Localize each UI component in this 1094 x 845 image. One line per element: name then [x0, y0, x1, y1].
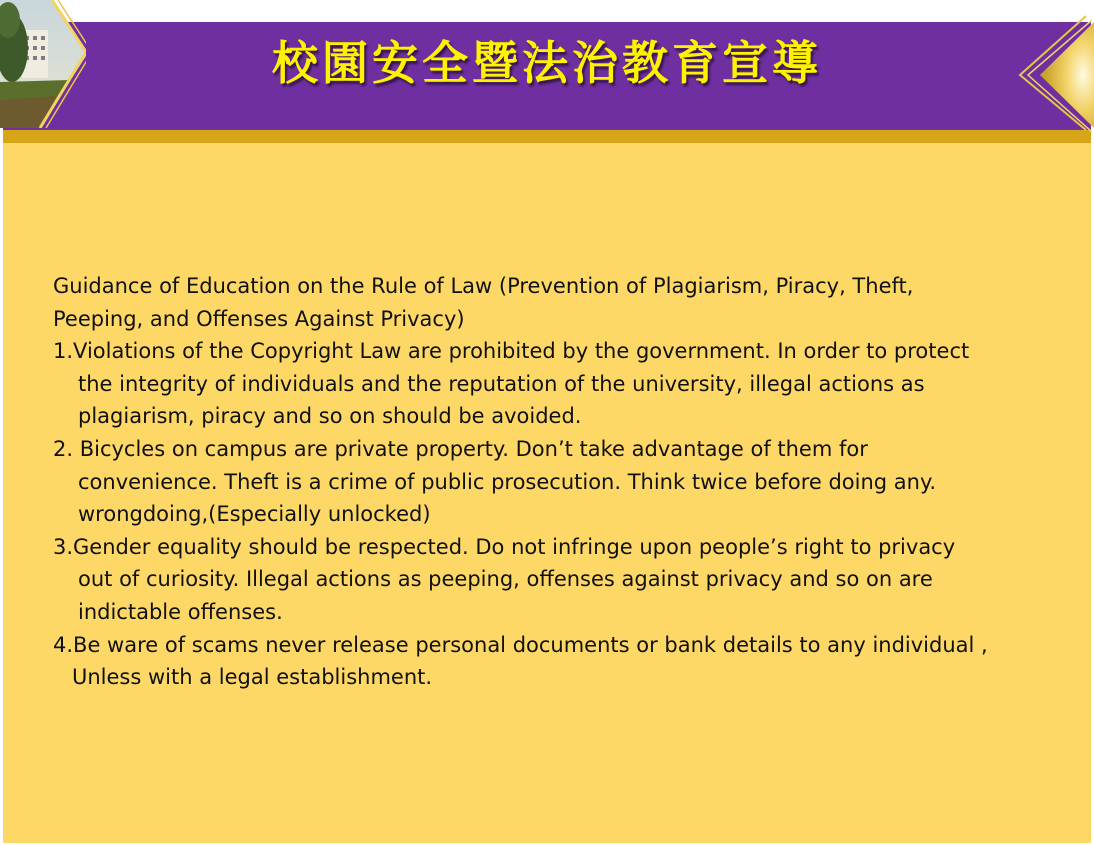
- item-2-line: 2. Bicycles on campus are private property. Don’t take advantage of them for: [53, 436, 868, 461]
- banner-gold-stripe: [3, 130, 1091, 143]
- item-3-line: out of curiosity. Illegal actions as peeping, offenses against privacy and so on are: [78, 567, 933, 592]
- item-1-line: 1.Violations of the Copyright Law are prohibited by the government. In order to protect: [53, 339, 970, 364]
- item-2-line: convenience. Theft is a crime of public prosecution. Think twice before doing any.: [78, 469, 937, 494]
- item-1-line: the integrity of individuals and the reputation of the university, illegal actions as: [78, 371, 925, 396]
- item-4-line: Unless with a legal establishment.: [72, 665, 433, 690]
- item-3-line: 3.Gender equality should be respected. Do not infringe upon people’s right to privacy: [53, 534, 956, 559]
- item-3-line: indictable offenses.: [78, 599, 283, 624]
- item-2-line: wrongdoing,(Especially unlocked): [78, 502, 431, 527]
- intro-line: Peeping, and Offenses Against Privacy): [53, 306, 465, 331]
- body-text: [53, 270, 1053, 694]
- item-1-line: plagiarism, piracy and so on should be avoided.: [78, 404, 582, 429]
- intro-line: Guidance of Education on the Rule of Law (Prevention of Plagiarism, Piracy, Theft,: [53, 274, 914, 298]
- page-title: 校園安全暨法治教育宣導: [272, 36, 822, 90]
- item-4-line: 4.Be ware of scams never release personal documents or bank details to any individual ,: [53, 632, 988, 657]
